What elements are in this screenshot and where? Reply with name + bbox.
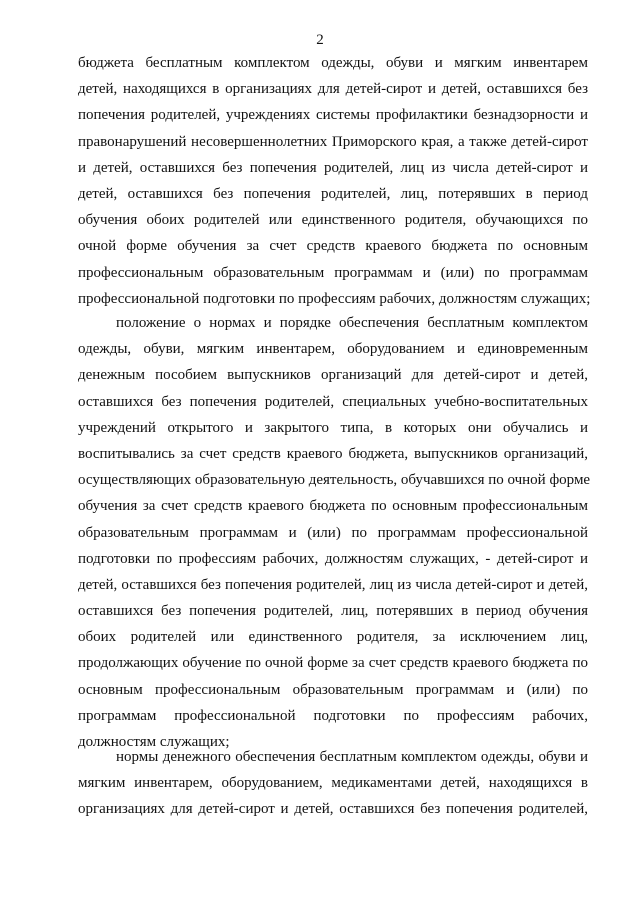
text-line: продолжающих обучение по очной форме за счет средств краевого бюджета по bbox=[78, 655, 588, 672]
text-line: очной форме обучения за счет средств краевого бюджета по основным bbox=[78, 238, 588, 255]
text-line: и детей, оставшихся без попечения родителей, лиц из числа детей-сирот и bbox=[78, 159, 588, 176]
text-line: обучения за счет средств краевого бюджета по основным профессиональным bbox=[78, 498, 588, 515]
text-line: подготовки по профессиям рабочих, должностям служащих, - детей-сирот и bbox=[78, 550, 588, 567]
paragraph-2 bbox=[78, 310, 591, 755]
text-line: оставшихся без попечения родителей, специальных учебно-воспитательных bbox=[78, 393, 588, 410]
text-line: профессиональным образовательным программам и (или) по программам bbox=[78, 264, 588, 281]
text-line: детей, оставшихся без попечения родителей, лиц, потерявших в период bbox=[78, 185, 588, 202]
text-line: правонарушений несовершеннолетних Приморского края, а также детей-сирот bbox=[78, 133, 588, 150]
text-line: одежды, обуви, мягким инвентарем, оборудованием и единовременным bbox=[78, 341, 588, 358]
text-line: осуществляющих образовательную деятельность, обучавшихся по очной форме bbox=[78, 472, 591, 489]
paragraph-3 bbox=[78, 744, 588, 823]
text-line: должностям служащих; bbox=[78, 734, 230, 750]
text-line: программам профессиональной подготовки по профессиям рабочих, bbox=[78, 707, 588, 724]
text-line: основным профессиональным образовательным программам и (или) по bbox=[78, 681, 588, 698]
text-line: положение о нормах и порядке обеспечения бесплатным комплектом bbox=[116, 315, 588, 331]
text-line: бюджета бесплатным комплектом одежды, обуви и мягким инвентарем bbox=[78, 55, 588, 71]
text-line: обоих родителей или единственного родителя, за исключением лиц, bbox=[78, 629, 588, 646]
text-line: нормы денежного обеспечения бесплатным комплектом одежды, обуви и bbox=[116, 749, 588, 765]
text-line: попечения родителей, учреждениях системы профилактики безнадзорности и bbox=[78, 107, 588, 124]
text-line: воспитывались за счет средств краевого бюджета, выпускников организаций, bbox=[78, 445, 588, 462]
text-line: учреждений открытого и закрытого типа, в которых они обучались и bbox=[78, 419, 588, 436]
text-line: профессиональной подготовки по профессиям рабочих, должностям служащих; bbox=[78, 290, 591, 307]
text-line: мягким инвентарем, оборудованием, медикаментами детей, находящихся в bbox=[78, 775, 588, 792]
page-number: 2 bbox=[316, 32, 324, 48]
text-line: образовательным программам и (или) по программам профессиональной bbox=[78, 524, 588, 541]
paragraph-1 bbox=[78, 50, 591, 312]
text-line: оставшихся без попечения родителей, лиц, потерявших в период обучения bbox=[78, 603, 588, 620]
text-line: детей, находящихся в организациях для детей-сирот и детей, оставшихся без bbox=[78, 81, 588, 98]
text-line: организациях для детей-сирот и детей, оставшихся без попечения родителей, bbox=[78, 801, 588, 818]
text-line: денежным пособием выпускников организаций для детей-сирот и детей, bbox=[78, 367, 588, 384]
text-line: обучения обоих родителей или единственного родителя, обучающихся по bbox=[78, 212, 588, 229]
text-line: детей, оставшихся без попечения родителей, лиц из числа детей-сирот и детей, bbox=[78, 576, 588, 593]
